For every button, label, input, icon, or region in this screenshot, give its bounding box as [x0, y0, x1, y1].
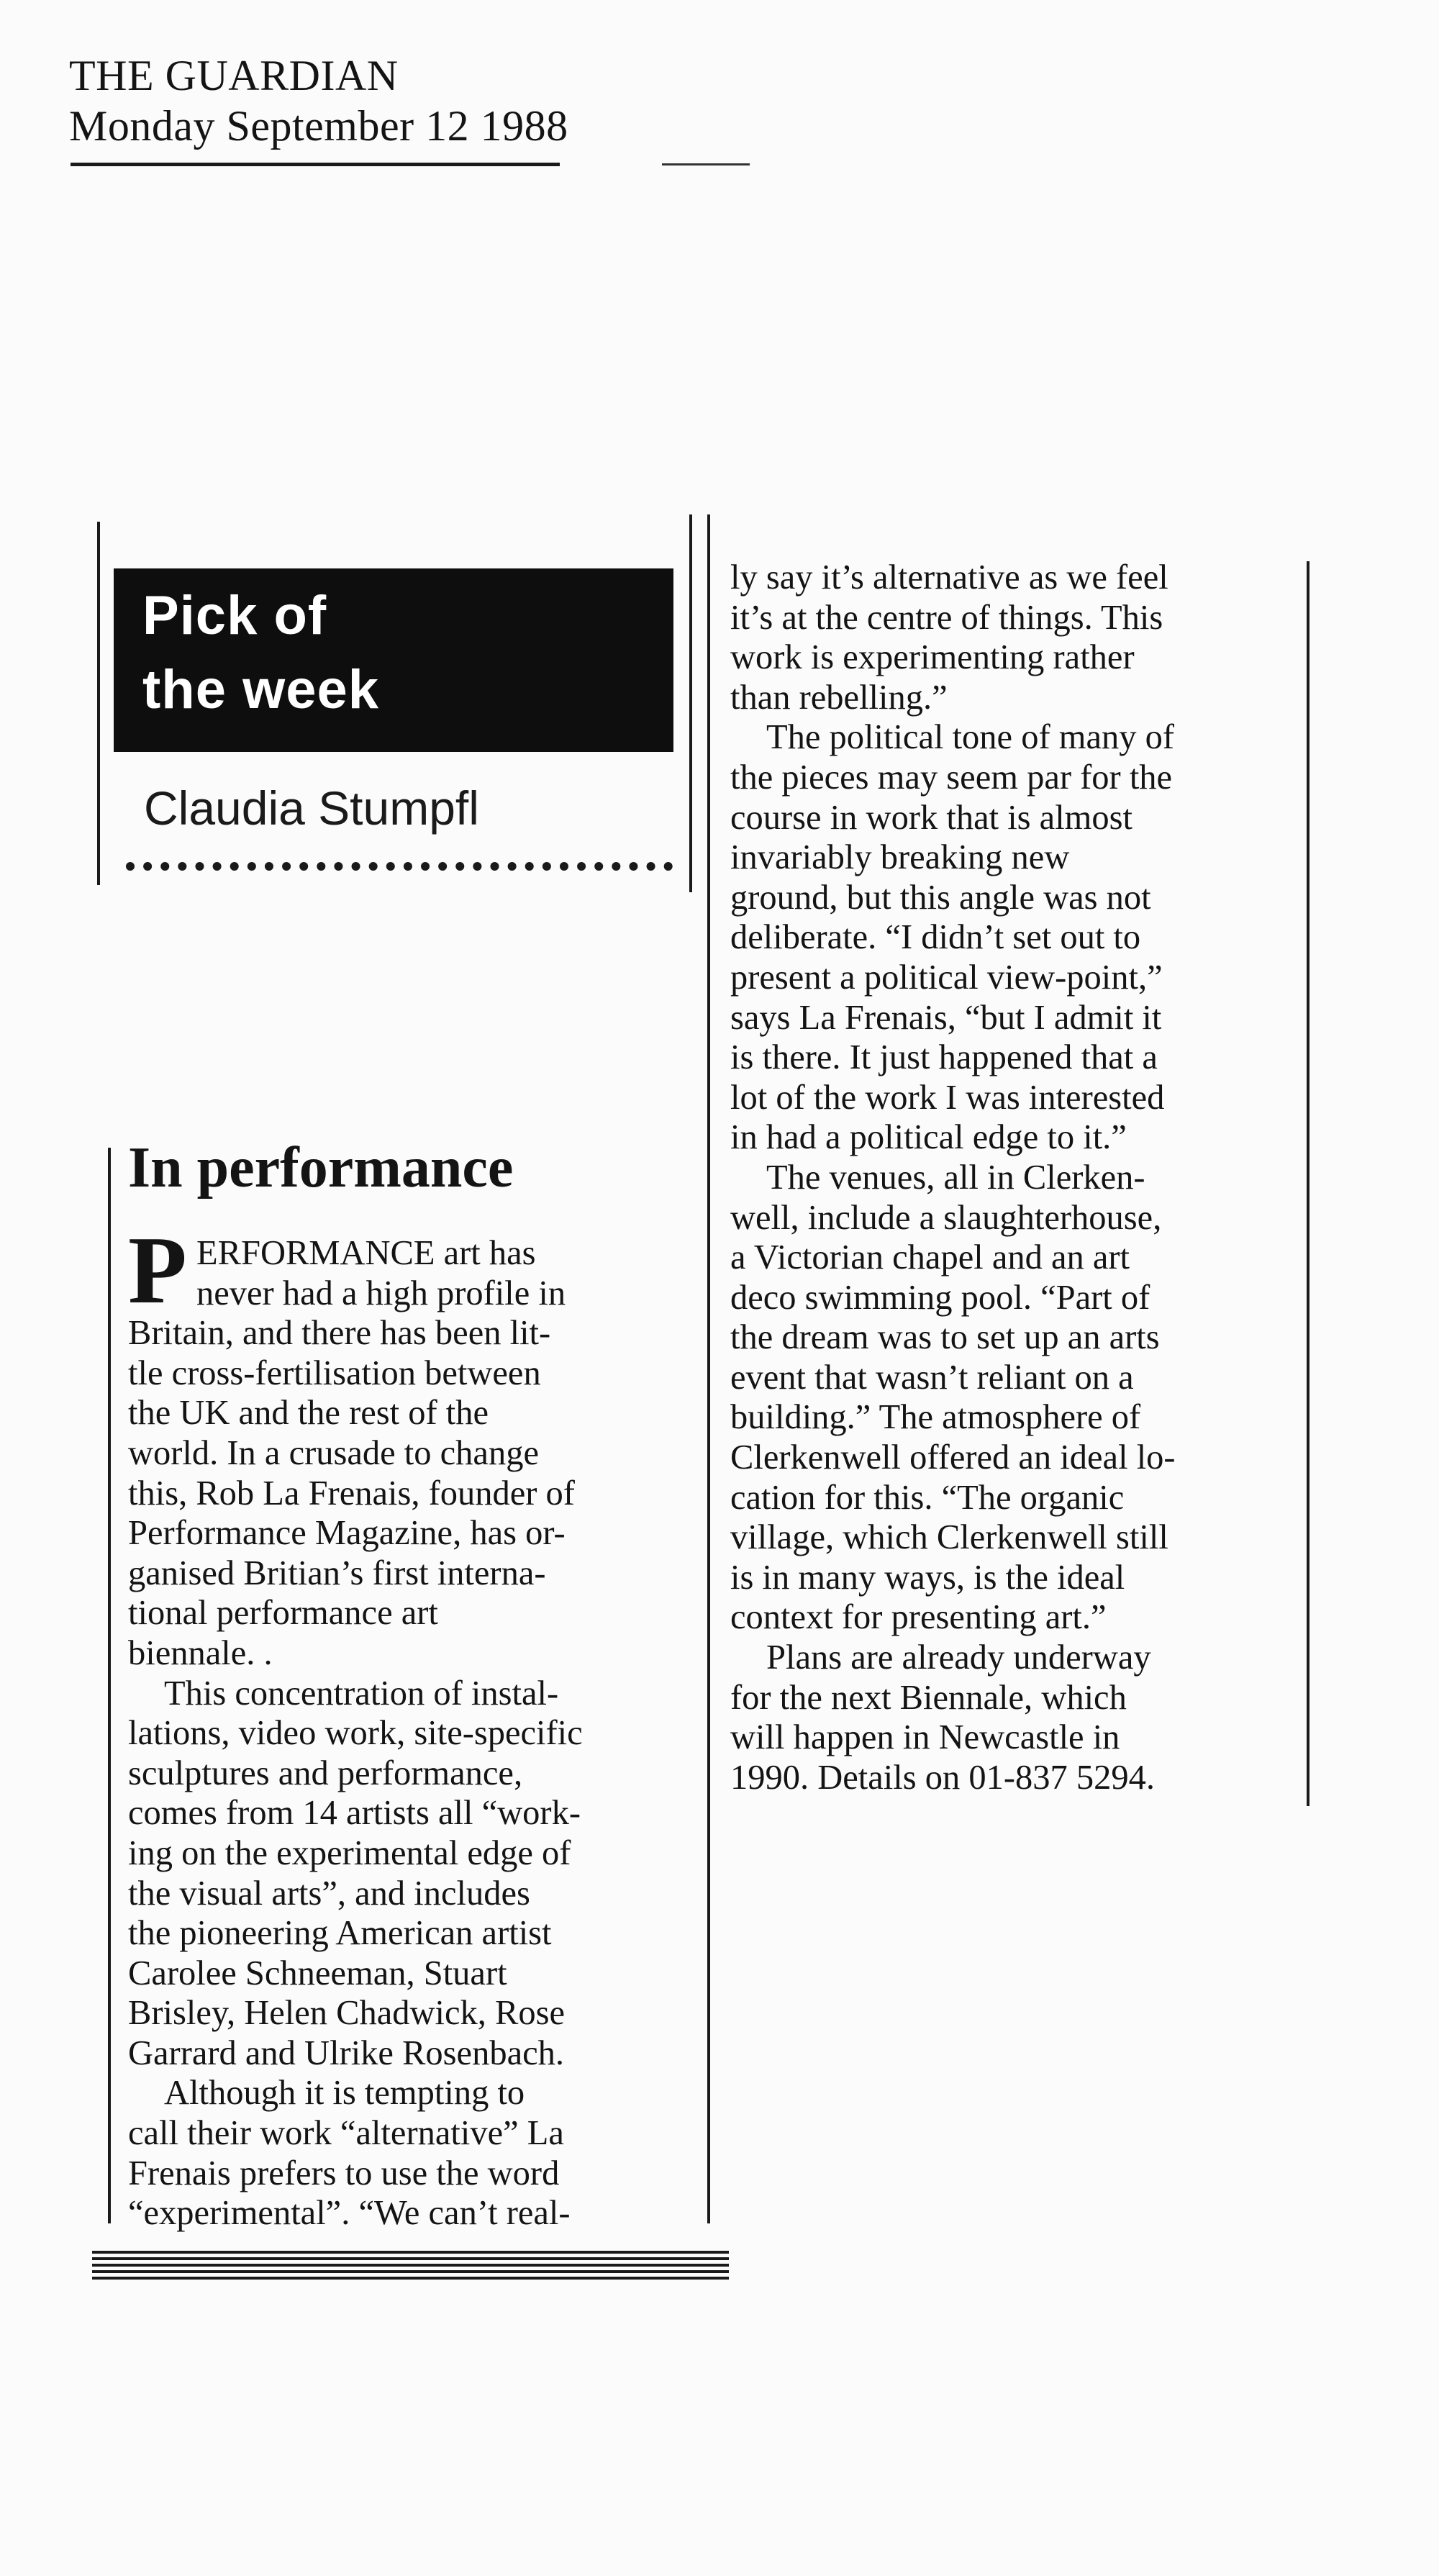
text-line: says La Frenais, “but I admit it — [730, 998, 1162, 1037]
text-line: tional performance art — [128, 1594, 438, 1633]
masthead-rule-short — [662, 163, 750, 165]
text-line: for the next Biennale, which — [730, 1678, 1127, 1717]
author-byline: Claudia Stumpfl — [144, 781, 479, 835]
text-line: Garrard and Ulrike Rosenbach. — [128, 2033, 565, 2072]
text-line: than rebelling.” — [730, 678, 948, 717]
text-line: Britain, and there has been lit- — [128, 1314, 551, 1353]
article-left-rule — [108, 1148, 111, 2223]
text-line: Frenais prefers to use the word — [128, 2154, 560, 2192]
text-line: Plans are already underway — [766, 1638, 1151, 1677]
rule-line — [92, 2251, 729, 2254]
text-line: work is experimenting rather — [730, 638, 1135, 677]
text-line: Brisley, Helen Chadwick, Rose — [128, 1994, 566, 2033]
text-line: it’s at the centre of things. This — [730, 598, 1163, 637]
text-line: call their work “alternative” La — [128, 2114, 564, 2153]
text-line: will happen in Newcastle in — [730, 1718, 1120, 1757]
text-line: the dream was to set up an arts — [730, 1318, 1160, 1357]
text-line: sculptures and performance, — [128, 1754, 523, 1792]
text-line: 1990. Details on 01-837 5294. — [730, 1758, 1156, 1797]
article-headline: In performance — [128, 1136, 514, 1199]
text-line: deco swimming pool. “Part of — [730, 1278, 1150, 1317]
text-line: Carolee Schneeman, Stuart — [128, 1954, 507, 1992]
drop-cap: P — [128, 1217, 187, 1323]
text-line: biennale. . — [128, 1633, 273, 1672]
text-line: event that wasn’t reliant on a — [730, 1358, 1134, 1397]
text-line: ERFORMANCE art has — [196, 1234, 536, 1272]
text-line: village, which Clerkenwell still — [730, 1518, 1168, 1557]
text-line: ly say it’s alternative as we feel — [730, 558, 1168, 597]
publication-date: Monday September 12 1988 — [69, 102, 568, 150]
text-line: Performance Magazine, has or- — [128, 1514, 566, 1553]
bottom-rules — [92, 2251, 729, 2283]
column-divider-rule — [707, 514, 710, 2223]
text-line: the pieces may seem par for the — [730, 758, 1173, 797]
pick-box-left-rule — [97, 522, 100, 885]
article-column-1 — [128, 1233, 696, 2233]
text-line: cation for this. “The organic — [730, 1478, 1125, 1517]
text-line: context for presenting art.” — [730, 1598, 1107, 1637]
text-line: course in work that is almost — [730, 798, 1133, 837]
text-line: Clerkenwell offered an ideal lo- — [730, 1438, 1176, 1477]
dotted-divider — [126, 862, 673, 871]
banner-line-2: the week — [142, 659, 380, 720]
text-line: a Victorian chapel and an art — [730, 1238, 1130, 1277]
text-line: in had a political edge to it.” — [730, 1118, 1127, 1157]
text-line: this, Rob La Frenais, founder of — [128, 1474, 575, 1513]
text-line: never had a high profile in — [196, 1274, 566, 1312]
rule-line — [92, 2264, 729, 2267]
text-line: lations, video work, site-specific — [128, 1714, 583, 1753]
article-right-rule — [1307, 561, 1309, 1806]
text-line: building.” The atmosphere of — [730, 1398, 1141, 1437]
rule-line — [92, 2257, 729, 2260]
text-line: The venues, all in Clerken- — [766, 1158, 1145, 1197]
pick-box-right-rule — [689, 514, 692, 892]
text-line: comes from 14 artists all “work- — [128, 1794, 581, 1833]
text-line: lot of the work I was interested — [730, 1078, 1165, 1117]
pick-of-the-week-banner — [114, 568, 673, 752]
text-line: ganised Britian’s first interna- — [128, 1554, 546, 1592]
rule-line — [92, 2277, 729, 2280]
newspaper-name: THE GUARDIAN — [69, 52, 399, 99]
text-line: Although it is tempting to — [164, 2074, 525, 2113]
text-line: the visual arts”, and includes — [128, 1874, 530, 1913]
masthead-rule — [71, 163, 560, 166]
text-line: the pioneering American artist — [128, 1914, 552, 1953]
text-line: deliberate. “I didn’t set out to — [730, 918, 1141, 957]
text-line: is in many ways, is the ideal — [730, 1558, 1125, 1597]
banner-line-1: Pick of — [142, 585, 327, 646]
text-line: invariably breaking new — [730, 838, 1070, 877]
text-line: ground, but this angle was not — [730, 878, 1151, 917]
rule-line — [92, 2270, 729, 2273]
masthead — [69, 50, 753, 151]
text-line: “experimental”. “We can’t real- — [128, 2194, 571, 2233]
text-line: tle cross-fertilisation between — [128, 1353, 541, 1392]
text-line: is there. It just happened that a — [730, 1038, 1158, 1077]
text-line: world. In a crusade to change — [128, 1433, 539, 1472]
text-line: ing on the experimental edge of — [128, 1833, 571, 1872]
text-line: This concentration of instal- — [164, 1674, 559, 1713]
text-line: The political tone of many of — [766, 718, 1175, 757]
text-line: the UK and the rest of the — [128, 1394, 489, 1433]
article-column-2 — [730, 558, 1306, 1797]
text-line: present a political view-point,” — [730, 958, 1163, 997]
text-line: well, include a slaughterhouse, — [730, 1198, 1162, 1237]
